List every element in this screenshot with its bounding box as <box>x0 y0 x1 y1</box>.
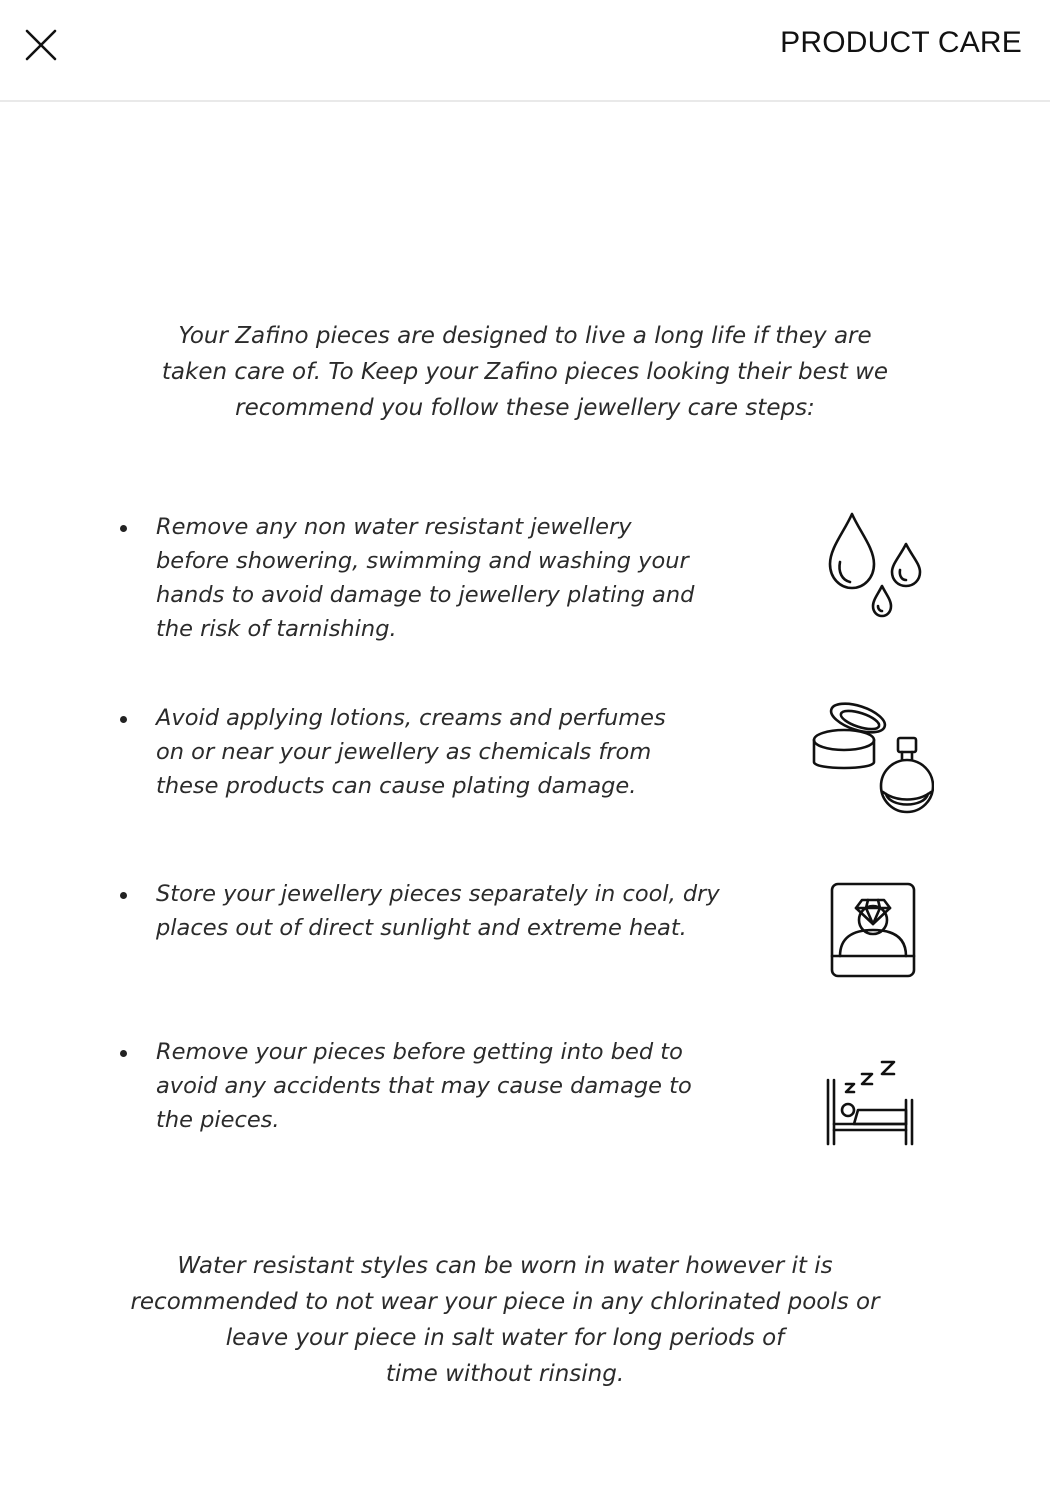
water-resistance-note: Water resistant styles can be worn in water however it is recommended to not wear your piece in any chlorinated pools or leave your piece in salt water for long periods of time without rinsing. <box>130 1253 880 1387</box>
care-step-text: Store your jewellery pieces separately in cool, dry places out of direct sunlight and extreme heat. <box>156 881 720 941</box>
care-step-text: Remove any non water resistant jewellery before showering, swimming and washing your hands to avoid damage to jewellery plating and the risk of tarnishing. <box>156 514 695 642</box>
bullet <box>120 716 127 723</box>
page-title: PRODUCT CARE <box>780 26 1022 59</box>
sleeping-bed-icon <box>822 1056 922 1154</box>
care-step-text: Avoid applying lotions, creams and perfumes on or near your jewellery as chemicals from these products can cause plating damage. <box>156 705 666 799</box>
header-bar <box>0 0 1050 102</box>
intro-text: Your Zafino pieces are designed to live a long life if they are taken care of. To Keep your Zafino pieces looking their best we recommend you follow these jewellery care steps: <box>161 323 889 421</box>
bullet <box>120 892 127 899</box>
cream-perfume-icon <box>806 694 934 822</box>
bullet <box>120 525 127 532</box>
close-icon[interactable] <box>22 26 60 64</box>
care-step-text: Remove your pieces before getting into bed to avoid any accidents that may cause damage to the pieces. <box>156 1039 692 1133</box>
water-drops-icon <box>826 510 930 626</box>
ring-box-icon <box>828 880 920 984</box>
bullet <box>120 1050 127 1057</box>
